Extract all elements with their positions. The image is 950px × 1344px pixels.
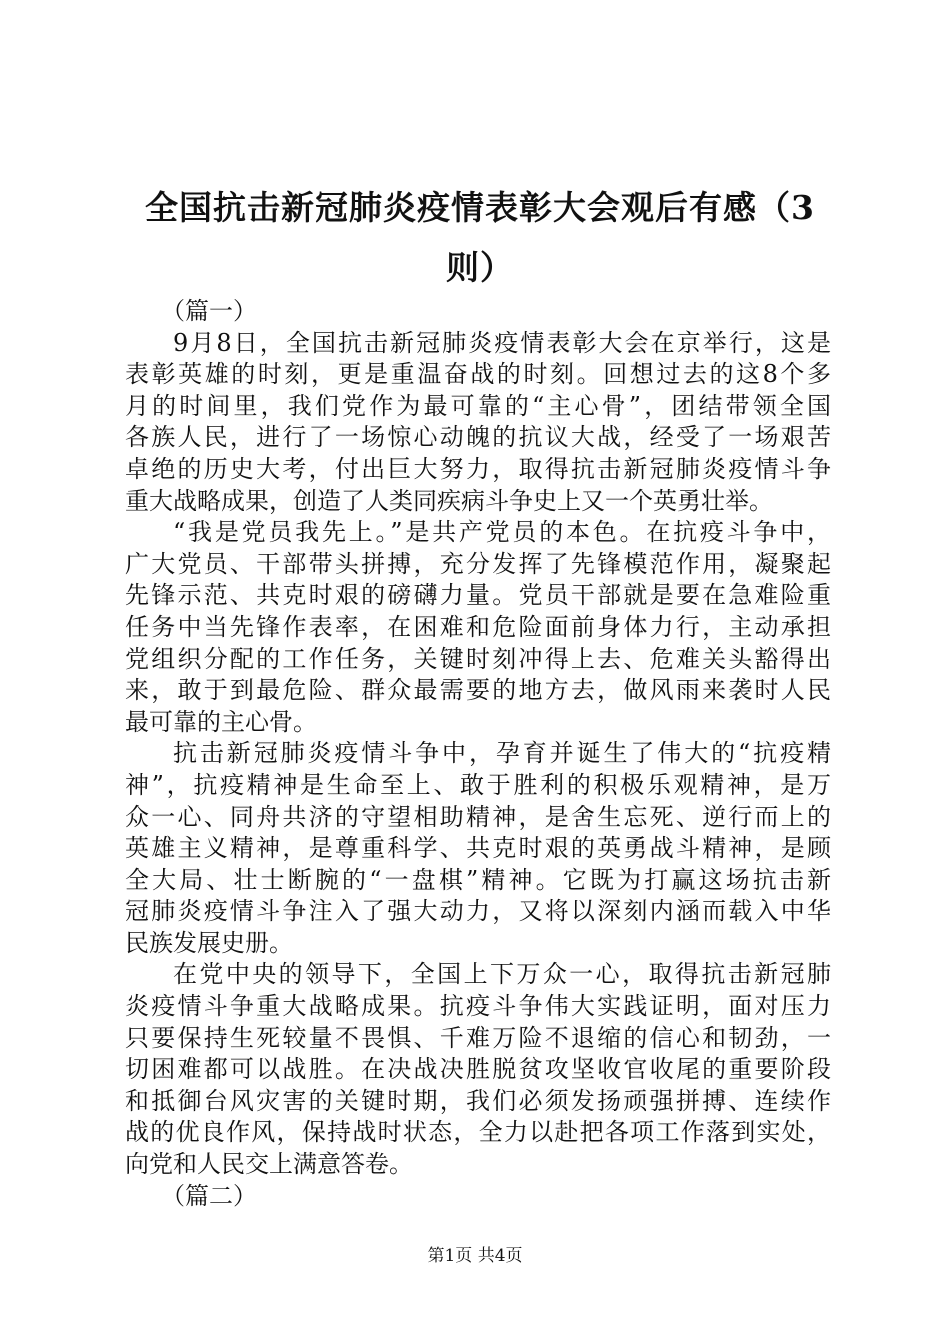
paragraph-line: 英雄主义精神，是尊重科学、共克时艰的英勇战斗精神，是顾 — [125, 834, 831, 863]
paragraph-line: 只要保持生死较量不畏惧、千难万险不退缩的信心和韧劲，一 — [125, 1023, 831, 1052]
paragraph-line: “我是党员我先上。”是共产党员的本色。在抗疫斗争中， — [173, 518, 831, 547]
paragraph-line: 民族发展史册。 — [125, 928, 293, 957]
paragraph-line: 和抵御台风灾害的关键时期，我们必须发扬顽强拼搏、连续作 — [125, 1086, 831, 1115]
paragraph-line: 炎疫情斗争重大战略成果。抗疫斗争伟大实践证明，面对压力 — [125, 992, 831, 1021]
paragraph-line: 重大战略成果，创造了人类同疾病斗争史上又一个英勇壮举。 — [125, 486, 773, 515]
paragraph-line: 表彰英雄的时刻，更是重温奋战的时刻。回想过去的这8个多 — [125, 360, 831, 389]
paragraph-line: 神”，抗疫精神是生命至上、敢于胜利的积极乐观精神，是万 — [125, 770, 831, 799]
paragraph-line: 各族人民，进行了一场惊心动魄的抗议大战，经受了一场艰苦 — [125, 423, 831, 452]
paragraph-line: 战的优良作风，保持战时状态，全力以赴把各项工作落到实处， — [125, 1118, 831, 1147]
paragraph-line: 卓绝的历史大考，付出巨大努力，取得抗击新冠肺炎疫情斗争 — [125, 454, 831, 483]
paragraph-line: 最可靠的主心骨。 — [125, 707, 317, 736]
document-title-line-1: 全国抗击新冠肺炎疫情表彰大会观后有感（3 — [145, 188, 815, 227]
paragraph-line: 先锋示范、共克时艰的磅礴力量。党员干部就是要在急难险重 — [125, 581, 831, 610]
paragraph-line: 切困难都可以战胜。在决战决胜脱贫攻坚收官收尾的重要阶段 — [125, 1055, 831, 1084]
document-body — [125, 296, 831, 1212]
paragraph-line: 来，敢于到最危险、群众最需要的地方去，做风雨来袭时人民 — [125, 676, 831, 705]
paragraph-line: 全大局、壮士断腕的“一盘棋”精神。它既为打赢这场抗击新 — [125, 865, 831, 894]
paragraph-line: 广大党员、干部带头拼搏，充分发挥了先锋模范作用，凝聚起 — [125, 549, 831, 578]
paragraph-line: 党组织分配的工作任务，关键时刻冲得上去、危难关头豁得出 — [125, 644, 831, 673]
paragraph-line: 月的时间里，我们党作为最可靠的“主心骨”，团结带领全国 — [125, 391, 831, 420]
paragraph-line: 向党和人民交上满意答卷。 — [125, 1150, 413, 1179]
paragraph-line: 在党中央的领导下，全国上下万众一心，取得抗击新冠肺 — [173, 960, 831, 989]
paragraph-line: 众一心、同舟共济的守望相助精神，是舍生忘死、逆行而上的 — [125, 802, 831, 831]
paragraph-line: 抗击新冠肺炎疫情斗争中，孕育并诞生了伟大的“抗疫精 — [173, 739, 831, 768]
document-title-line-2: 则） — [446, 248, 514, 287]
paragraph-line: 9月8日，全国抗击新冠肺炎疫情表彰大会在京举行，这是 — [173, 328, 831, 357]
page-footer: 第1页 共4页 — [427, 1246, 523, 1266]
paragraph-line: 任务中当先锋作表率，在困难和危险面前身体力行，主动承担 — [125, 612, 831, 641]
paragraph-line: 冠肺炎疫情斗争注入了强大动力，又将以深刻内涵而载入中华 — [125, 897, 831, 926]
section-heading: （篇二） — [161, 1181, 257, 1210]
section-heading: （篇一） — [161, 297, 257, 325]
